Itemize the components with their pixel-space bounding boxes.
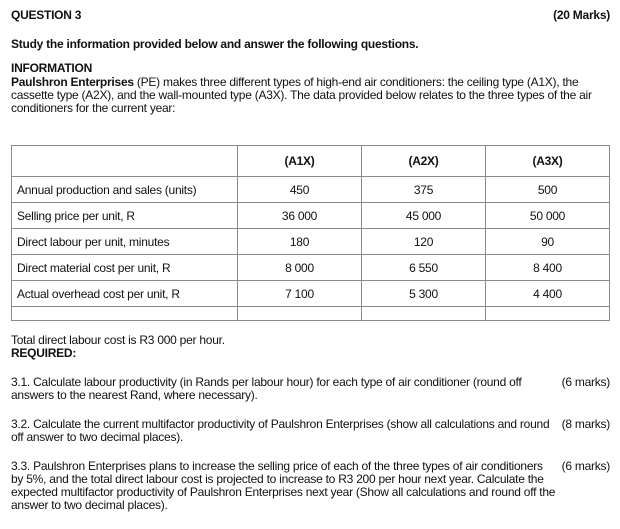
question-3-3: 3.3. Paulshron Enterprises plans to increase the selling price of each of the three types of air conditioners by 5%, and the total direct labour cost is projected to increase to R3 200 per hour next year. Calculate the expected multifactor productivity of Paulshron Enterprises next year (Show all calculations and round off the answer to two decimal places).: [11, 459, 556, 512]
table-header-a3x: (A3X): [486, 146, 610, 177]
row-label: Actual overhead cost per unit, R: [12, 281, 238, 307]
instruction: Study the information provided below and answer the following questions.: [11, 37, 419, 51]
question-3-1: 3.1. Calculate labour productivity (in Rands per labour hour) for each type of air conditioner (round off answers to the nearest Rand, where necessary).: [11, 375, 522, 402]
row-label: Selling price per unit, R: [12, 203, 238, 229]
cell-a1x: 450: [238, 177, 362, 203]
cell-a3x: 4 400: [486, 281, 610, 307]
table-header-row: [12, 146, 610, 177]
product-data-table: [11, 145, 610, 321]
labour-cost-note: Total direct labour cost is R3 000 per hour.: [11, 333, 225, 347]
cell-a3x: 8 400: [486, 255, 610, 281]
cell-a1x: 180: [238, 229, 362, 255]
cell-a2x: 375: [362, 177, 486, 203]
spacer-cell: [12, 307, 238, 321]
cell-a2x: 45 000: [362, 203, 486, 229]
table-spacer-row: [12, 307, 610, 321]
information-paragraph: [11, 76, 611, 115]
question-3-2: 3.2. Calculate the current multifactor productivity of Paulshron Enterprises (show all calculations and round off answer to two decimal places).: [11, 417, 550, 444]
row-label: Direct material cost per unit, R: [12, 255, 238, 281]
cell-a2x: 6 550: [362, 255, 486, 281]
question-3-2-marks: (8 marks): [561, 417, 610, 431]
table-row: [12, 255, 610, 281]
spacer-cell: [238, 307, 362, 321]
question-number: QUESTION 3: [11, 8, 82, 22]
table-row: [12, 203, 610, 229]
cell-a1x: 7 100: [238, 281, 362, 307]
cell-a2x: 120: [362, 229, 486, 255]
required-title: REQUIRED:: [11, 346, 77, 360]
table-header-a2x: (A2X): [362, 146, 486, 177]
row-label: Direct labour per unit, minutes: [12, 229, 238, 255]
cell-a1x: 36 000: [238, 203, 362, 229]
table-row: [12, 281, 610, 307]
table-header-a1x: (A1X): [238, 146, 362, 177]
table-header-blank: [12, 146, 238, 177]
spacer-cell: [486, 307, 610, 321]
information-body: (PE) makes three different types of high-end air conditioners: the ceiling type (A1X), the cassette type (A2X), and the wall-mounted type (A3X). The data provided below relates to the three types of the air conditioners for the current year:: [11, 75, 592, 115]
question-3-3-marks: (6 marks): [561, 459, 610, 473]
company-name: Paulshron Enterprises: [11, 75, 134, 89]
cell-a3x: 50 000: [486, 203, 610, 229]
cell-a3x: 500: [486, 177, 610, 203]
spacer-cell: [362, 307, 486, 321]
row-label: Annual production and sales (units): [12, 177, 238, 203]
question-3-1-marks: (6 marks): [561, 375, 610, 389]
cell-a1x: 8 000: [238, 255, 362, 281]
table-row: [12, 177, 610, 203]
table-row: [12, 229, 610, 255]
cell-a3x: 90: [486, 229, 610, 255]
cell-a2x: 5 300: [362, 281, 486, 307]
question-total-marks: (20 Marks): [553, 8, 610, 22]
information-title: INFORMATION: [11, 61, 93, 75]
